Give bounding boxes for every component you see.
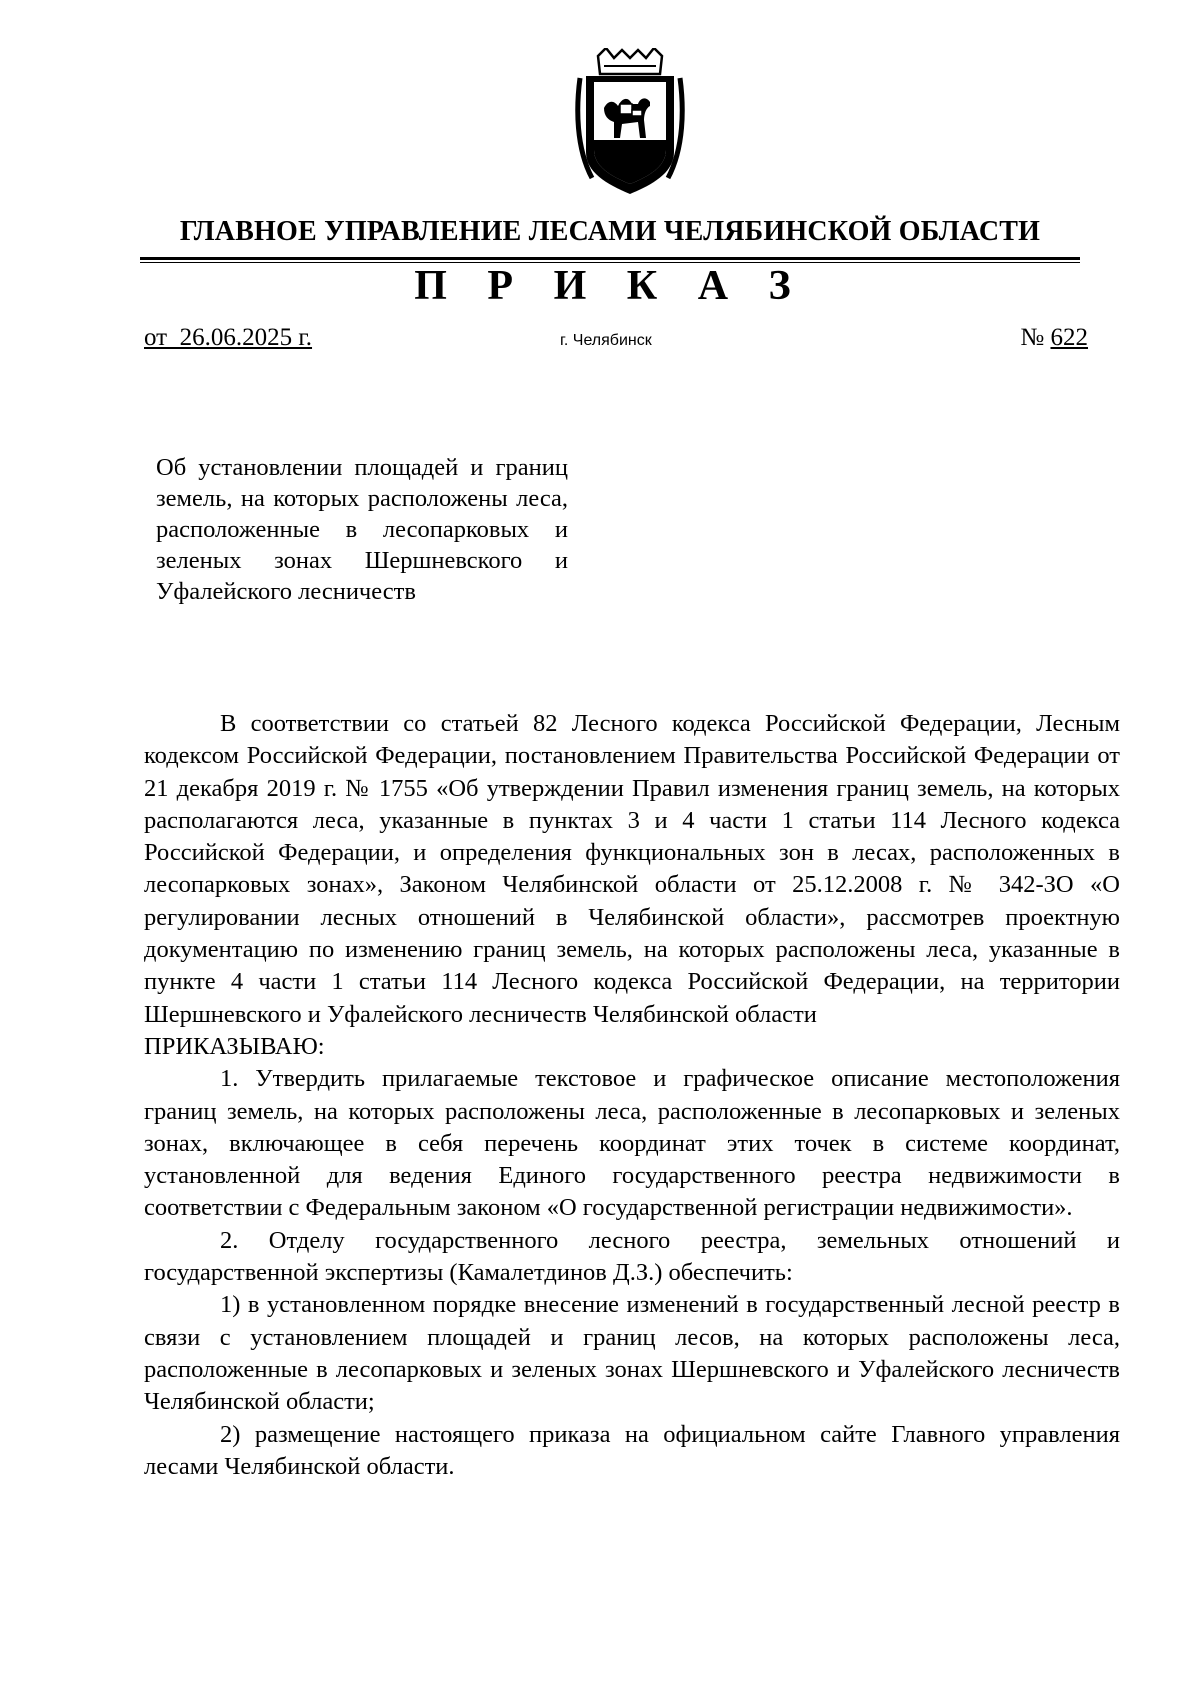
document-body	[144, 708, 1120, 1483]
document-subject: Об установлении площадей и границ земель, на которых расположены леса, расположенные в лесопарковых и зеленых зонах Шершневского и Уфалейского лесничеств	[156, 454, 568, 605]
document-type: П Р И К А З	[414, 263, 806, 309]
document-number	[1020, 324, 1088, 352]
coat-of-arms-icon	[574, 48, 686, 196]
item-2-2-paragraph: 2) размещение настоящего приказа на официальном сайте Главного управления лесами Челябинской области.	[144, 1420, 1120, 1480]
number-prefix: №	[1020, 324, 1051, 351]
number-value: 622	[1050, 324, 1088, 351]
item-2-1-paragraph: 1) в установленном порядке внесение изменений в государственный лесной реестр в связи с установлением площадей и границ лесов, на которых расположены леса, расположенные в лесопарковых и зеленых зонах Шершневского и Уфалейского лесничеств Челябинской области;	[144, 1291, 1120, 1416]
agency-name: ГЛАВНОЕ УПРАВЛЕНИЕ ЛЕСАМИ ЧЕЛЯБИНСКОЙ ОБЛАСТИ	[179, 216, 1041, 247]
order-word: ПРИКАЗЫВАЮ:	[144, 1032, 325, 1060]
preamble-paragraph: В соответствии со статьей 82 Лесного кодекса Российской Федерации, Лесным кодексом Российской Федерации, постановлением Правительства Российской Федерации от 21 декабря 2019 г. № 1755 «Об утверждении Правил изменения границ земель, на которых располагаются леса, указанные в пунктах 3 и 4 части 1 статьи 114 Лесного кодекса Российской Федерации, и определения функциональных зон в лесах, расположенных в лесопарковых зонах», Законом Челябинской области от 25.12.2008 г. № 342-ЗО «О регулировании лесных отношений в Челябинской области», рассмотрев проектную документацию по изменению границ земель, на которых расположены леса, указанные в пункте 4 части 1 статьи 114 Лесного кодекса Российской Федерации, на территории Шершневского и Уфалейского лесничеств Челябинской области	[144, 710, 1120, 1028]
item-1-paragraph: 1. Утвердить прилагаемые текстовое и графическое описание местоположения границ земель, на которых расположены леса, расположенные в лесопарковых и зеленых зонах, включающее в себя перечень координат этих точек в системе координат, установленной для ведения Единого государственного реестра недвижимости в соответствии с Федеральным законом «О государственной регистрации недвижимости».	[144, 1065, 1120, 1222]
document-city: г. Челябинск	[560, 332, 652, 349]
item-2-paragraph: 2. Отделу государственного лесного реестра, земельных отношений и государственной экспертизы (Камалетдинов Д.З.) обеспечить:	[144, 1226, 1120, 1287]
header-rule-thick	[140, 257, 1080, 260]
document-date: от 26.06.2025 г.	[144, 324, 313, 351]
